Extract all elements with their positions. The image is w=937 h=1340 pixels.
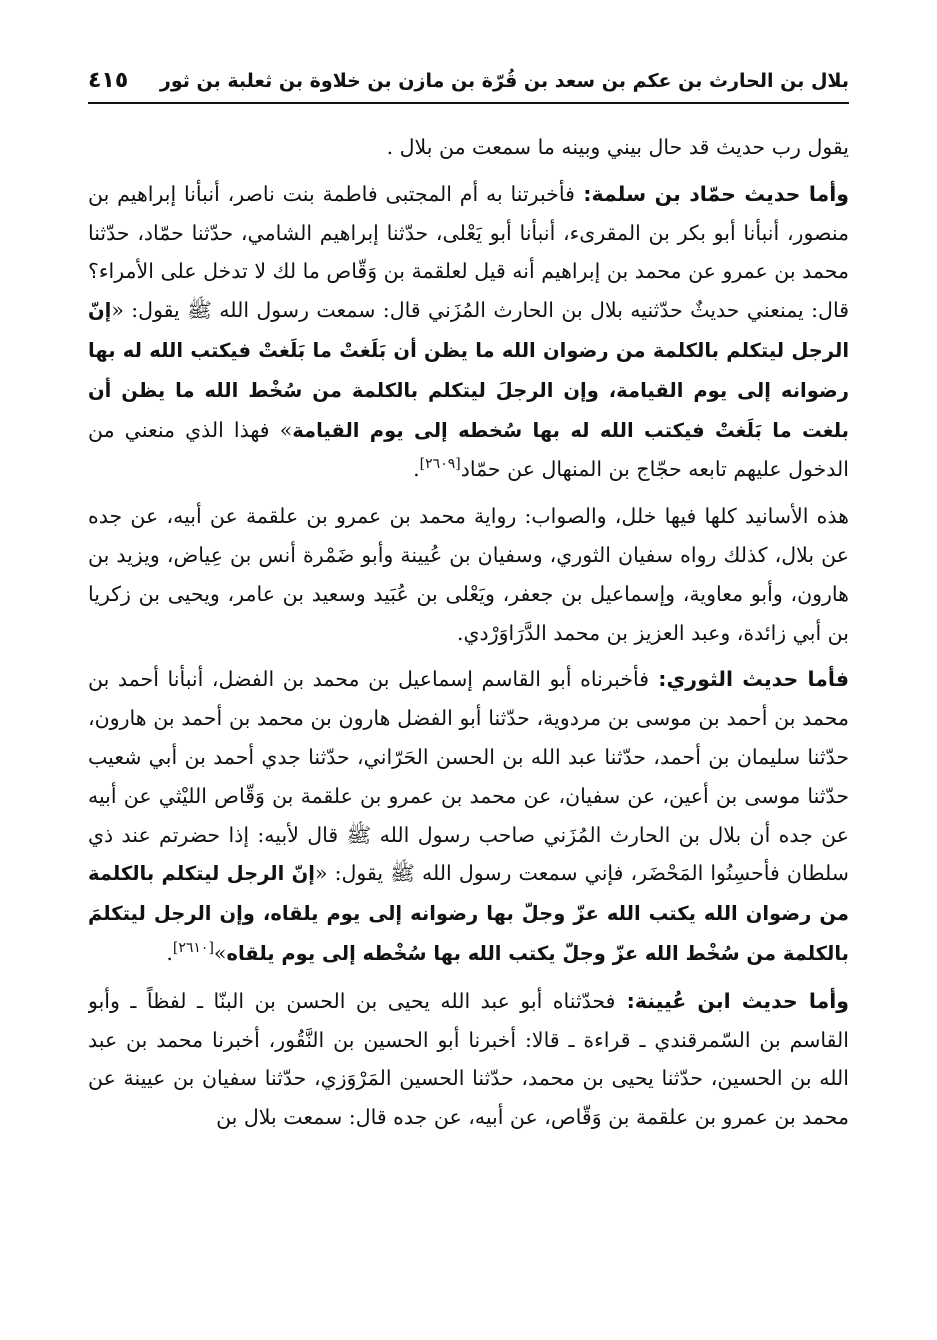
para-text: هذه الأسانيد كلها فيها خلل، والصواب: رواية محمد بن عمرو بن علقمة عن أبيه، عن جده عن بلال، كذلك رواه سفيان الثوري، وسفيان بن عُيينة وأبو ضَمْرة أنس بن عِياض، ويزيد بن هارون، وأبو معاوية، وإسماعيل بن جعفر، ويَعْلى بن عُبَيد وسعيد بن عامر، ويحيى بن زكريا بن أبي زائدة، وعبد العزيز بن محمد الدَّرَاوَرْدي. xyxy=(88,504,849,645)
paragraph-2 xyxy=(88,175,849,489)
paragraph-4 xyxy=(88,660,849,973)
section-heading: فأما حديث الثوري: xyxy=(649,667,849,692)
para-text: فحدّثناه أبو عبد الله يحيى بن الحسن بن البنّا ـ لفظاً ـ وأبو القاسم بن السّمرقندي ـ قراءة ـ قالا: أخبرنا أبو الحسين بن النَّقُور، أخبرنا محمد بن عبد الله بن الحسين، حدّثنا يحيى بن محمد، حدّثنا الحسين المَرْوَزي، حدّثنا سفيان بن عيينة عن محمد بن عمرو بن علقمة بن وَقّاص، عن أبيه، عن جده قال: سمعت بلال بن xyxy=(88,988,849,1130)
paragraph-3 xyxy=(88,497,849,652)
para-text: . xyxy=(413,457,420,482)
running-header xyxy=(88,62,849,104)
reference-number: [٢٦١٠] xyxy=(172,940,214,957)
header-title: بلال بن الحارث بن عكم بن سعد بن قُرّة بن مازن بن خلاوة بن ثعلبة بن ثور xyxy=(159,70,849,92)
text-body xyxy=(88,128,849,1322)
page-number: ٤١٥ xyxy=(88,68,129,93)
paragraph-1 xyxy=(88,128,849,167)
hadith-quote: إنّ الرجل ليتكلم بالكلمة من رضوان الله يكتب الله عزّ وجلّ بها رضوانه إلى يوم يلقاه، وإن الرجل ليتكلمَ بالكلمة من سُخْط الله عزّ وجلّ يكتب الله بها سُخْطه إلى يوم يلقاه xyxy=(88,862,849,965)
para-text: يقول رب حديث قد حال بيني وبينه ما سمعت من بلال . xyxy=(386,135,849,159)
reference-number: [٢٦٠٩] xyxy=(419,456,461,473)
section-heading: وأما حديث ابن عُيينة: xyxy=(615,988,849,1013)
para-text: فأخبرناه أبو القاسم إسماعيل بن محمد بن الفضل، أنبأنا أحمد بن محمد بن أحمد بن موسى بن مردوية، حدّثنا أبو الفضل هارون بن محمد بن أحمد بن هارون، حدّثنا سليمان بن أحمد، حدّثنا عبد الله بن الحسن الحَرّاني، حدّثنا جدي أحمد بن أبي شعيب حدّثنا موسى بن أعين، عن سفيان، عن محمد بن عمرو بن علقمة بن وَقّاص الليْثي عن أبيه عن جده أن بلال بن الحارث المُزَني صاحب رسول الله ﷺ قال لأبيه: إذا حضرتم عند ذي سلطان فأحسِنُوا المَحْضَر، فإني سمعت رسول الله ﷺ يقول: « xyxy=(88,667,849,886)
section-heading: وأما حديث حمّاد بن سلمة: xyxy=(574,181,849,206)
para-text: » فهذا الذي منعني من الدخول عليهم تابعه حجّاج بن المنهال عن حمّاد xyxy=(88,417,849,482)
hadith-quote: إنّ الرجل ليتكلم بالكلمة من رضوان الله ما يظن أن بَلَغتْ ما بَلَغتْ فيكتب الله له بها رضوانه إلى يوم القيامة، وإن الرجلَ ليتكلم بالكلمة من سُخْط الله ما يظن أن بلغت ما بَلَغتْ فيكتب الله له بها سُخطه إلى يوم القيامة xyxy=(88,299,849,442)
paragraph-5 xyxy=(88,982,849,1137)
para-text: . xyxy=(166,940,173,965)
para-text: فأخبرتنا به أم المجتبى فاطمة بنت ناصر، أنبأنا إبراهيم بن منصور، أنبأنا أبو بكر بن المقرىء، أنبأنا أبو يَعْلى، حدّثنا إبراهيم الشامي، حدّثنا حمّاد، حدّثنا محمد بن عمرو عن محمد بن إبراهيم أنه قيل لعلقمة بن وَقّاص ما لك لا تدخل على الأمراء؟ قال: يمنعني حديثٌ حدّثنيه بلال بن الحارث المُزَني قال: سمعت رسول الله ﷺ يقول: « xyxy=(88,181,849,323)
para-text: » xyxy=(213,940,227,965)
